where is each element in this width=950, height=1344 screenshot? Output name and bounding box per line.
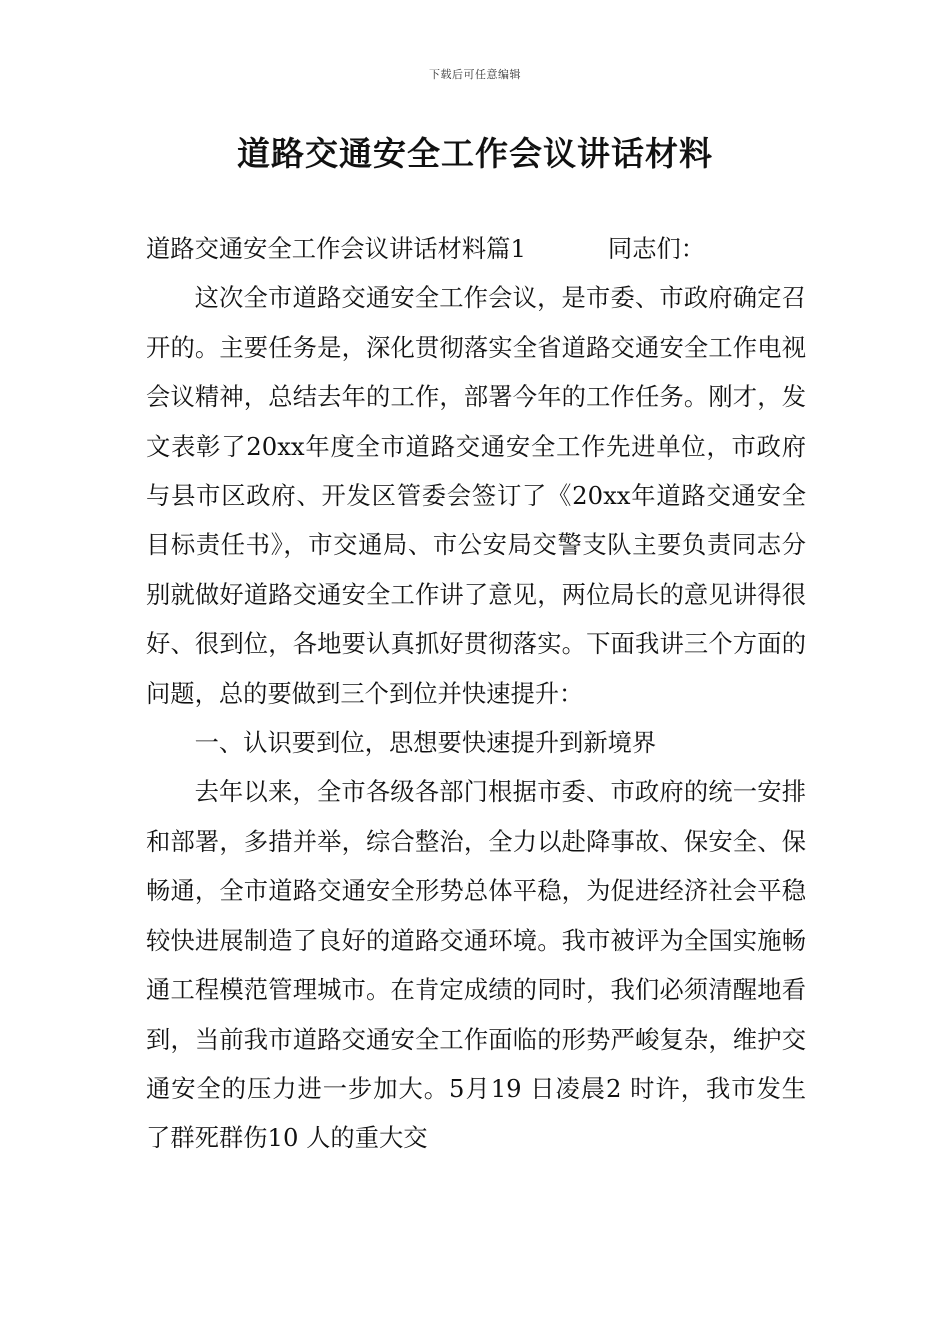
paragraph-1: 这次全市道路交通安全工作会议，是市委、市政府确定召开的。主要任务是，深化贯彻落实全省道路交通安全工作电视会议精神，总结去年的工作，部署今年的工作任务。刚才，发文表彰了20xx年度全市道路交通安全工作先进单位，市政府与县市区政府、开发区管委会签订了《20xx年道路交通安全目标责任书》，市交通局、市公安局交警支队主要负责同志分别就做好道路交通安全工作讲了意见，两位局长的意见讲得很好、很到位，各地要认真抓好贯彻落实。下面我讲三个方面的问题，总的要做到三个到位并快速提升： — [146, 283, 806, 708]
salutation: 同志们： — [607, 234, 706, 263]
document-title: 道路交通安全工作会议讲话材料 — [237, 134, 713, 173]
section-heading: 道路交通安全工作会议讲话材料篇1 — [146, 234, 526, 263]
section-heading-1: 一、认识要到位，思想要快速提升到新境界 — [194, 728, 657, 758]
header-note: 下载后可任意编辑 — [429, 68, 521, 81]
paragraph-2: 去年以来，全市各级各部门根据市委、市政府的统一安排和部署，多措并举，综合整治，全力以赴降事故、保安全、保畅通，全市道路交通安全形势总体平稳，为促进经济社会平稳较快进展制造了良好的道路交通环境。我市被评为全国实施畅通工程模范管理城市。在肯定成绩的同时，我们必须清醒地看到，当前我市道路交通安全工作面临的形势严峻复杂，维护交通安全的压力进一步加大。5月19 日凌晨2 时许，我市发生了群死群伤10 人的重大交 — [146, 777, 806, 1153]
first-line — [146, 224, 806, 273]
document-body — [146, 224, 806, 1163]
